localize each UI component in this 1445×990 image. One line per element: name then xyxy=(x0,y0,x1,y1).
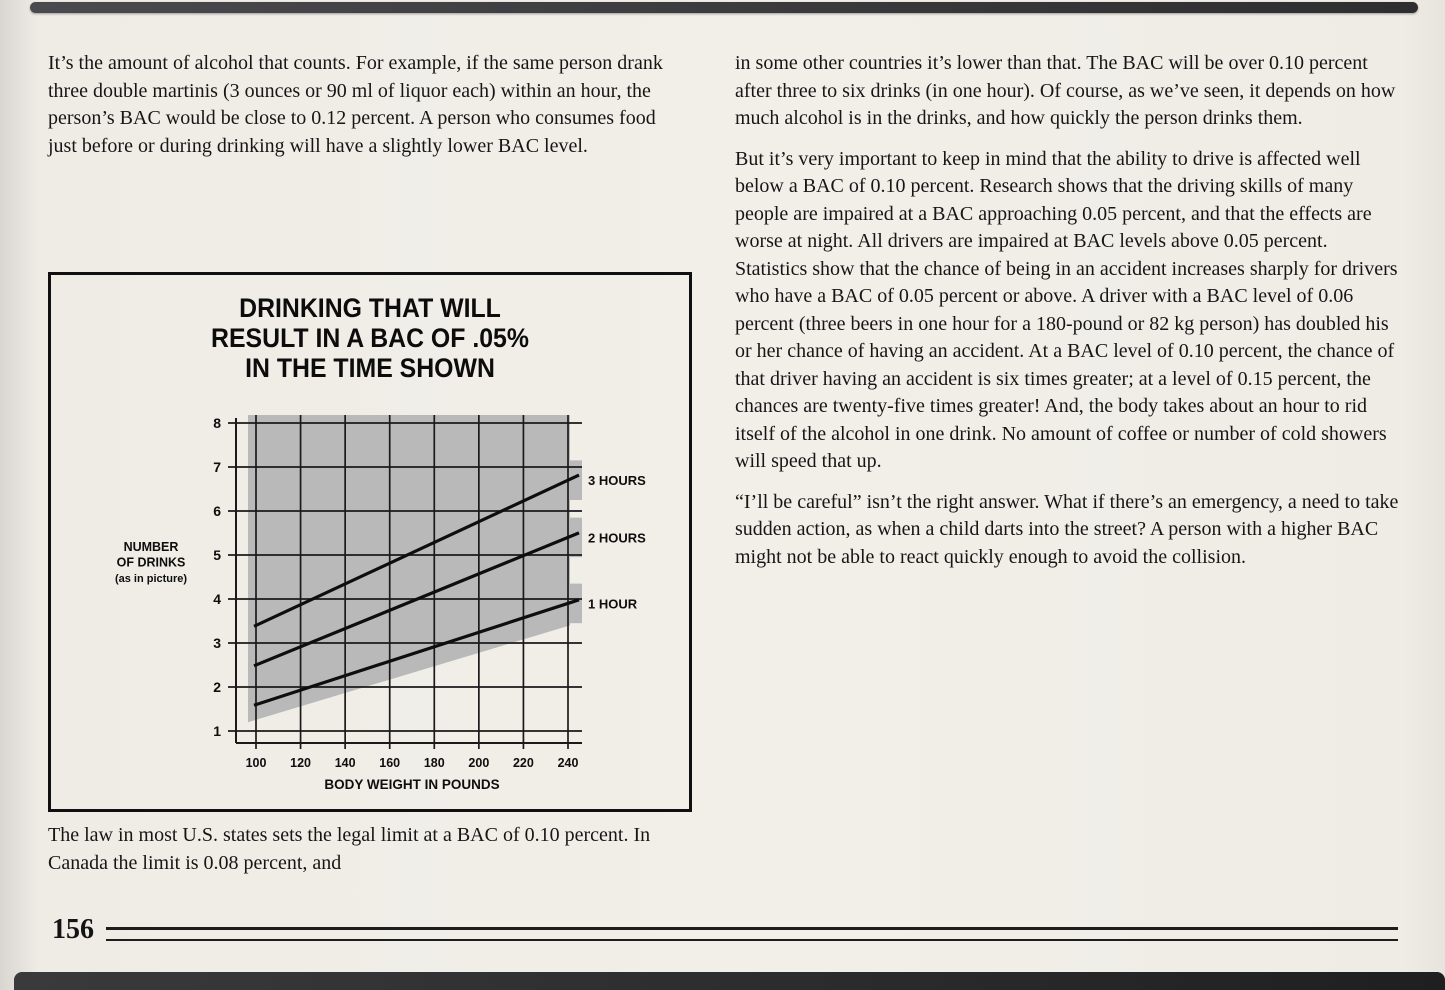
right-column xyxy=(735,50,1400,584)
uncertainty-bands xyxy=(248,415,582,722)
svg-text:120: 120 xyxy=(290,756,312,770)
left-column-bottom xyxy=(48,822,678,890)
svg-text:BODY WEIGHT IN POUNDS: BODY WEIGHT IN POUNDS xyxy=(324,777,500,792)
chart-title-line-3: IN THE TIME SHOWN xyxy=(245,353,495,383)
svg-text:(as in picture): (as in picture) xyxy=(114,573,188,585)
svg-text:180: 180 xyxy=(423,756,445,770)
scan-artifact-bottom-bar xyxy=(14,972,1445,990)
page-number: 156 xyxy=(52,914,94,945)
svg-text:160: 160 xyxy=(379,756,401,770)
paragraph-other-countries: in some other countries it’s lower than that. The BAC will be over 0.10 percent after three to six drinks (in one hour). Of course, as we’ve seen, it depends on how much alcohol is in the drinks, and how quickly the person drinks them. xyxy=(735,52,1396,129)
svg-text:7: 7 xyxy=(213,459,221,475)
paragraph-impairment-statistics: But it’s very important to keep in mind that the ability to drive is affected well below a BAC of 0.10 percent. Research shows that the driving skills of many people are impaired at a BAC approaching 0.05 percent, and that the effects are worse at night. All drivers are impaired at BAC levels above 0.05 percent. Statistics show that the chance of being in an accident increases sharply for drivers who have a BAC of 0.05 percent or above. A driver with a BAC level of 0.06 percent (three beers in one hour for a 180-pound or 82 kg person) has doubled his or her chance of having an accident. At a BAC level of 0.10 percent, the chance of that driver having an accident is six times greater; at a level of 0.15 percent, the chances are twenty-five times greater! And, the body takes about an hour to rid itself of the alcohol in one drink. No amount of coffee or number of cold showers will speed that up. xyxy=(735,147,1398,472)
svg-text:6: 6 xyxy=(213,503,221,519)
svg-text:8: 8 xyxy=(213,415,221,431)
svg-text:200: 200 xyxy=(468,756,490,770)
svg-text:2: 2 xyxy=(213,679,221,695)
svg-text:1: 1 xyxy=(213,723,221,739)
footer-double-rule xyxy=(106,927,1398,941)
paragraph-be-careful: “I’ll be careful” isn’t the right answer. What if there’s an emergency, a need to take sudden action, as when a child darts into the street? A person with a higher BAC might not be able to react quickly enough to avoid the collision. xyxy=(735,490,1399,568)
svg-text:140: 140 xyxy=(334,756,356,770)
svg-text:100: 100 xyxy=(245,756,267,770)
svg-text:OF DRINKS: OF DRINKS xyxy=(116,555,186,570)
paragraph-legal-limit: The law in most U.S. states sets the legal limit at a BAC of 0.10 percent. In Canada the limit is 0.08 percent, and xyxy=(48,824,651,874)
svg-text:1 HOUR: 1 HOUR xyxy=(588,596,638,612)
svg-text:5: 5 xyxy=(213,547,221,563)
left-column-top xyxy=(48,50,668,173)
svg-text:4: 4 xyxy=(213,591,221,607)
svg-text:2 HOURS: 2 HOURS xyxy=(588,530,646,546)
svg-text:240: 240 xyxy=(557,756,579,770)
svg-text:3: 3 xyxy=(213,635,221,651)
chart-title-line-1: DRINKING THAT WILL xyxy=(239,293,501,323)
svg-text:3 HOURS: 3 HOURS xyxy=(588,473,646,489)
bac-chart-figure xyxy=(48,272,692,812)
paragraph-alcohol-amount: It’s the amount of alcohol that counts. For example, if the same person drank three double martinis (3 ounces or 90 ml of liquor each) within an hour, the person’s BAC would be close to 0.12 percent. A person who consumes food just before or during drinking will have a slightly lower BAC level. xyxy=(48,52,663,157)
svg-text:220: 220 xyxy=(512,756,534,770)
scan-artifact-top-bar xyxy=(30,2,1418,13)
chart-title-line-2: RESULT IN A BAC OF .05% xyxy=(211,323,529,353)
chart-title xyxy=(77,293,664,383)
svg-text:NUMBER: NUMBER xyxy=(123,540,179,554)
